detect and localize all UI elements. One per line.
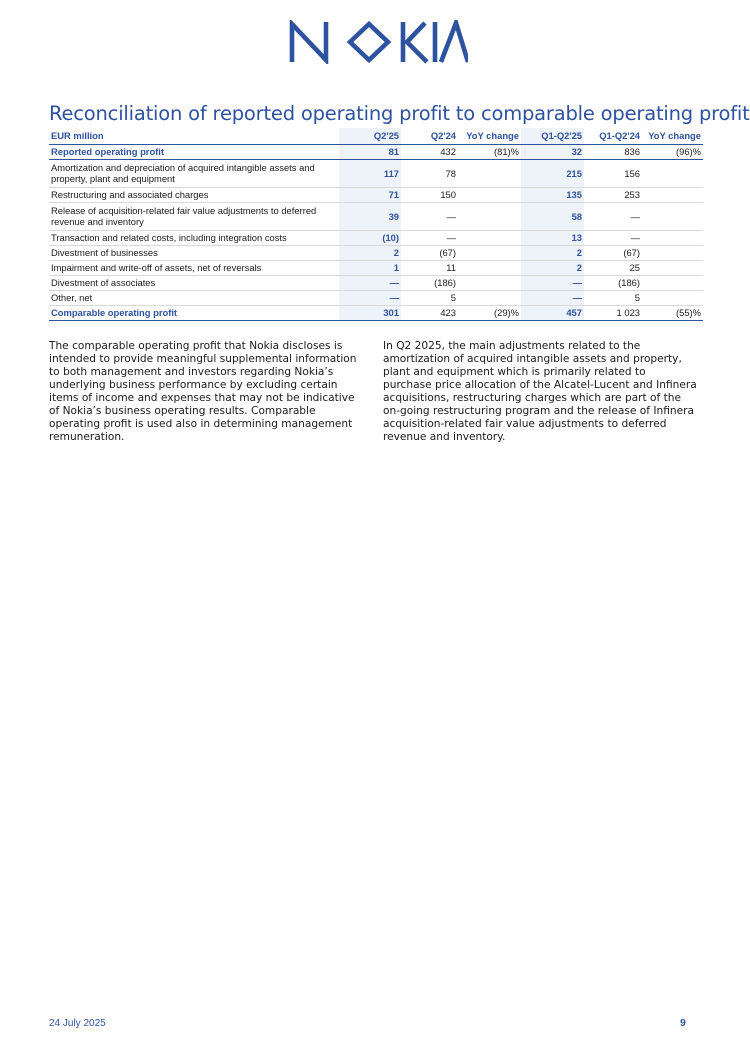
table-cell: (186) <box>401 275 458 290</box>
row-label: Amortization and depreciation of acquired intangible assets and property, plant and equipment <box>49 159 339 187</box>
row-label: Divestment of associates <box>49 275 339 290</box>
table-cell: 32 <box>521 144 584 159</box>
column-header: Q1-Q2'25 <box>521 128 584 144</box>
row-label: Restructuring and associated charges <box>49 187 339 202</box>
table-cell: 58 <box>521 202 584 230</box>
column-header: Q2'24 <box>401 128 458 144</box>
table-cell: (81)% <box>458 144 521 159</box>
table-cell <box>642 187 703 202</box>
row-label: Impairment and write-off of assets, net of reversals <box>49 260 339 275</box>
table-cell <box>458 202 521 230</box>
table-cell: 156 <box>584 159 642 187</box>
table-cell: 71 <box>339 187 401 202</box>
row-label: Transaction and related costs, including integration costs <box>49 230 339 245</box>
column-header: YoY change <box>642 128 703 144</box>
table-cell: 253 <box>584 187 642 202</box>
table-row-total <box>49 305 703 320</box>
table-cell: — <box>401 202 458 230</box>
row-label: Release of acquisition-related fair value adjustments to deferred revenue and inventory <box>49 202 339 230</box>
table-cell: — <box>521 275 584 290</box>
column-header: YoY change <box>458 128 521 144</box>
table-cell <box>458 290 521 305</box>
table-cell: — <box>401 230 458 245</box>
table-cell: 78 <box>401 159 458 187</box>
table-cell: 135 <box>521 187 584 202</box>
nokia-logo <box>288 20 468 64</box>
table-cell: — <box>339 290 401 305</box>
table-cell <box>642 260 703 275</box>
table-cell: (67) <box>584 245 642 260</box>
table-cell: 1 023 <box>584 305 642 320</box>
table-cell <box>642 159 703 187</box>
column-header: Q1-Q2'24 <box>584 128 642 144</box>
table-row <box>49 202 703 230</box>
table-cell <box>458 230 521 245</box>
row-label: Divestment of businesses <box>49 245 339 260</box>
table-cell <box>642 230 703 245</box>
page-number: 9 <box>680 1017 686 1029</box>
table-cell <box>458 187 521 202</box>
table-cell: 432 <box>401 144 458 159</box>
footer-date: 24 July 2025 <box>49 1018 106 1029</box>
table-cell: 11 <box>401 260 458 275</box>
table-cell: — <box>521 290 584 305</box>
table-cell: 39 <box>339 202 401 230</box>
table-cell: 2 <box>521 260 584 275</box>
table-cell <box>642 202 703 230</box>
table-cell: (186) <box>584 275 642 290</box>
table-cell: (67) <box>401 245 458 260</box>
table-cell: 5 <box>401 290 458 305</box>
row-label: Other, net <box>49 290 339 305</box>
table-row <box>49 245 703 260</box>
table-cell <box>458 275 521 290</box>
table-cell: 836 <box>584 144 642 159</box>
table-row <box>49 230 703 245</box>
table-cell: (55)% <box>642 305 703 320</box>
table-row <box>49 275 703 290</box>
table-cell: (29)% <box>458 305 521 320</box>
table-cell: 150 <box>401 187 458 202</box>
table-cell: 215 <box>521 159 584 187</box>
table-header-row <box>49 128 703 144</box>
table-cell <box>458 245 521 260</box>
table-cell: — <box>584 202 642 230</box>
table-cell: — <box>584 230 642 245</box>
table-cell: 5 <box>584 290 642 305</box>
table-cell <box>458 159 521 187</box>
table-cell: 1 <box>339 260 401 275</box>
table-row <box>49 187 703 202</box>
row-label: Reported operating profit <box>49 144 339 159</box>
table-cell: (96)% <box>642 144 703 159</box>
table-cell <box>642 275 703 290</box>
table-cell <box>642 290 703 305</box>
table-cell: 301 <box>339 305 401 320</box>
table-cell: 457 <box>521 305 584 320</box>
table-cell: 25 <box>584 260 642 275</box>
table-row <box>49 290 703 305</box>
reconciliation-table <box>49 128 703 321</box>
column-header: Q2'25 <box>339 128 401 144</box>
table-cell: 117 <box>339 159 401 187</box>
row-label: Comparable operating profit <box>49 305 339 320</box>
table-cell: 81 <box>339 144 401 159</box>
table-row <box>49 144 703 159</box>
table-row <box>49 260 703 275</box>
body-paragraph-left: The comparable operating profit that Nokia discloses is intended to provide meaningful supplemental information to both management and investors regarding Nokia’s underlying business performance by excluding certain items of income and expenses that may not be indicative of Nokia’s business operating results. Comparable operating profit is used also in determining management remuneration. <box>49 340 357 443</box>
table-cell: (10) <box>339 230 401 245</box>
table-cell: 2 <box>521 245 584 260</box>
table-row <box>49 159 703 187</box>
table-cell <box>458 260 521 275</box>
table-cell: 423 <box>401 305 458 320</box>
table-cell <box>642 245 703 260</box>
table-cell: — <box>339 275 401 290</box>
body-paragraph-right: In Q2 2025, the main adjustments related to the amortization of acquired intangible assets and property, plant and equipment which is primarily related to purchase price allocation of the Alcatel-Lucent and Infinera acquisitions, restructuring charges which are part of the on-going restructuring program and the release of Infinera acquisition-related fair value adjustments to deferred revenue and inventory. <box>383 340 697 443</box>
table-cell: 2 <box>339 245 401 260</box>
column-header: EUR million <box>49 128 339 144</box>
page-title: Reconciliation of reported operating profit to comparable operating profit <box>49 102 750 125</box>
table-cell: 13 <box>521 230 584 245</box>
